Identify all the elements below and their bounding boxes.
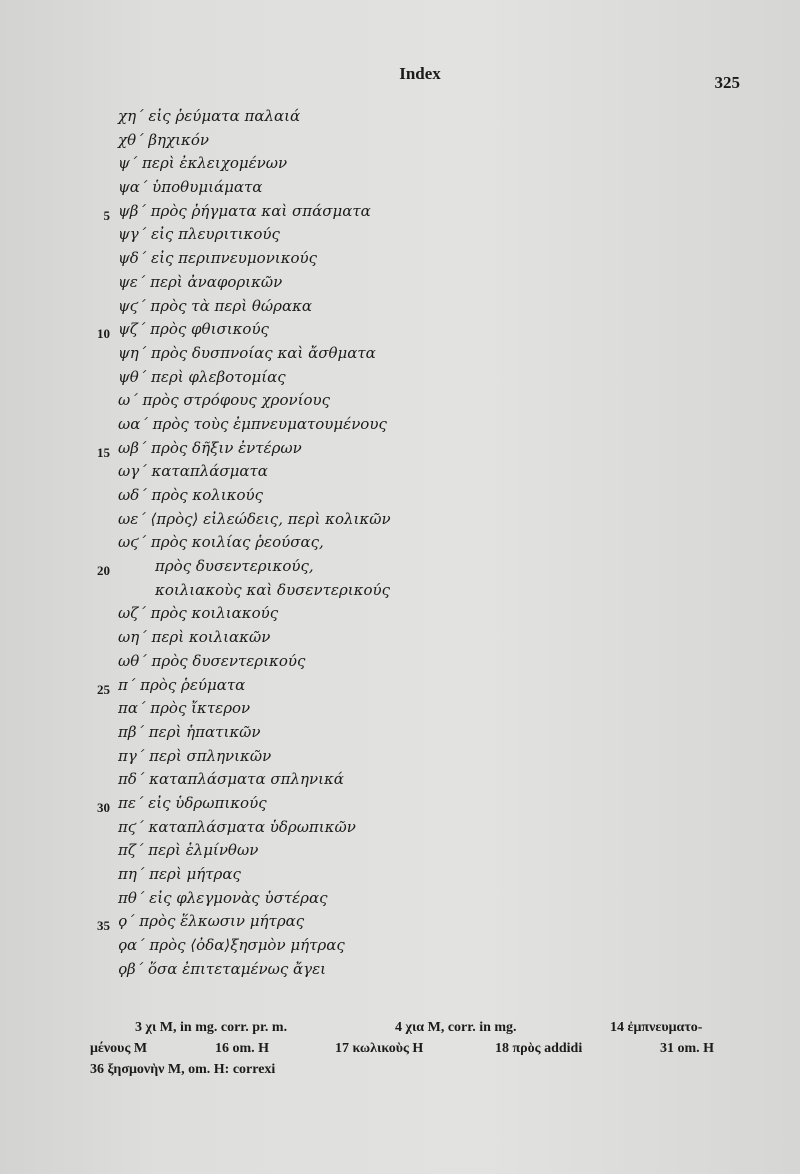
entry-text: χθ΄ βηχικόν [118,130,210,149]
index-entry [0,889,800,913]
entry-text: ωα΄ πρὸς τοὺς ἐμπνευματουμένους [118,414,387,433]
index-entry [0,747,800,771]
index-entry [0,652,800,676]
entry-text: πδ΄ καταπλάσματα σπληνικά [118,770,344,789]
index-entry [0,865,800,889]
index-entry [0,818,800,842]
apparatus-line [90,1062,750,1083]
page-number: 325 [714,73,740,92]
index-entry [0,912,800,936]
entry-text: ωγ΄ καταπλάσματα [118,462,268,481]
index-entry [0,960,800,984]
entry-text: ψζ΄ πρὸς φθισικούς [118,320,269,339]
apparatus-line [90,1041,750,1062]
index-entry [0,581,800,605]
entry-text: ψϛ΄ πρὸς τὰ περὶ θώρακα [118,296,313,315]
index-entry [0,676,800,700]
entry-text: πη΄ περὶ μήτρας [118,865,241,883]
entry-text: ϙ΄ πρὸς ἕλκωσιν μήτρας [118,912,305,931]
entry-text: ϙα΄ πρὸς ⟨ὀδα⟩ξησμὸν μήτρας [118,936,345,955]
entry-text: πζ΄ περὶ ἑλμίνθων [118,841,259,860]
entry-text: ψθ΄ περὶ φλεβοτομίας [118,367,286,386]
entry-text: ωθ΄ πρὸς δυσεντερικούς [118,651,306,670]
apparatus-note: 18 πρὸς addidi [495,1041,583,1056]
index-entry [0,486,800,510]
entry-text: ωη΄ περὶ κοιλιακῶν [118,628,271,647]
index-entry [0,936,800,960]
index-entry [0,249,800,273]
index-entry [0,154,800,178]
entry-text: πε΄ εἰς ὑδρωπικούς [118,793,267,812]
apparatus-note: 31 om. H [660,1041,715,1056]
index-entry [0,439,800,463]
index-entry [0,225,800,249]
line-number: 35 [97,918,110,934]
apparatus-note: 14 ἐμπνευματο- [610,1020,703,1035]
index-entry [0,462,800,486]
entry-text: π΄ πρὸς ῥεύματα [118,675,246,694]
index-entry [0,557,800,581]
entry-text: ωβ΄ πρὸς δῆξιν ἐντέρων [118,438,302,457]
apparatus-line [90,1020,750,1041]
line-number: 25 [97,681,110,697]
entry-text: ωδ΄ πρὸς κολικούς [118,486,264,504]
index-list [0,107,800,983]
entry-text: ψα΄ ὑποθυμιάματα [118,178,263,197]
index-entry [0,107,800,131]
entry-text: ψβ΄ πρὸς ῥήγματα καὶ σπάσματα [118,201,371,220]
apparatus-note: 36 ξησμονὴν M, om. H: correxi [90,1062,276,1077]
entry-text: ψγ΄ εἰς πλευριτικούς [118,225,280,244]
index-entry [0,770,800,794]
apparatus-note: 17 κωλικοὺς H [335,1041,424,1056]
entry-text: πγ΄ περὶ σπληνικῶν [118,746,272,765]
apparatus-note: μένους M [90,1041,148,1056]
index-entry [0,723,800,747]
index-entry [0,510,800,534]
entry-text: ϙβ΄ ὅσα ἐπιτεταμένως ἄγει [118,959,327,978]
entry-text: πβ΄ περὶ ἡπατικῶν [118,722,261,741]
apparatus-note: 16 om. H [215,1041,270,1056]
entry-text: πα΄ πρὸς ἴκτερον [118,699,251,718]
entry-text: χη΄ εἰς ῥεύματα παλαιά [118,107,301,125]
entry-text: κοιλιακοὺς καὶ δυσεντερικούς [155,580,391,599]
line-number: 30 [97,799,110,815]
index-entry [0,344,800,368]
entry-text: πϛ΄ καταπλάσματα ὑδρωπικῶν [118,817,356,836]
index-entry [0,391,800,415]
line-number: 10 [97,326,110,342]
entry-text: ψ΄ περὶ ἐκλειχομένων [118,154,288,173]
entry-text: πρὸς δυσεντερικούς, [155,557,314,576]
entry-text: ωε΄ ⟨πρὸς⟩ εἰλεώδεις, περὶ κολικῶν [118,509,391,528]
line-number: 5 [103,207,110,223]
line-number: 20 [97,563,110,579]
running-header-title: Index [399,64,441,83]
index-entry [0,273,800,297]
index-entry [0,604,800,628]
index-entry [0,415,800,439]
index-entry [0,178,800,202]
apparatus-note: 3 χι M, in mg. corr. pr. m. [135,1020,288,1035]
index-entry [0,699,800,723]
entry-text: ωζ΄ πρὸς κοιλιακούς [118,604,279,623]
entry-text: ωϛ΄ πρὸς κοιλίας ῥεούσας, [118,533,324,552]
apparatus-criticus [90,1020,750,1083]
index-entry [0,841,800,865]
entry-text: ω΄ πρὸς στρόφους χρονίους [118,391,331,410]
index-entry [0,368,800,392]
index-entry [0,320,800,344]
index-entry [0,202,800,226]
line-number: 15 [97,444,110,460]
index-entry [0,533,800,557]
index-entry [0,131,800,155]
index-entry [0,297,800,321]
index-entry [0,628,800,652]
index-entry [0,794,800,818]
entry-text: ψε΄ περὶ ἀναφορικῶν [118,272,283,291]
apparatus-note: 4 χια M, corr. in mg. [395,1020,517,1035]
entry-text: ψδ΄ εἰς περιπνευμονικούς [118,249,318,268]
entry-text: πθ΄ εἰς φλεγμονὰς ὑστέρας [118,888,328,907]
entry-text: ψη΄ πρὸς δυσπνοίας καὶ ἄσθματα [118,343,376,362]
